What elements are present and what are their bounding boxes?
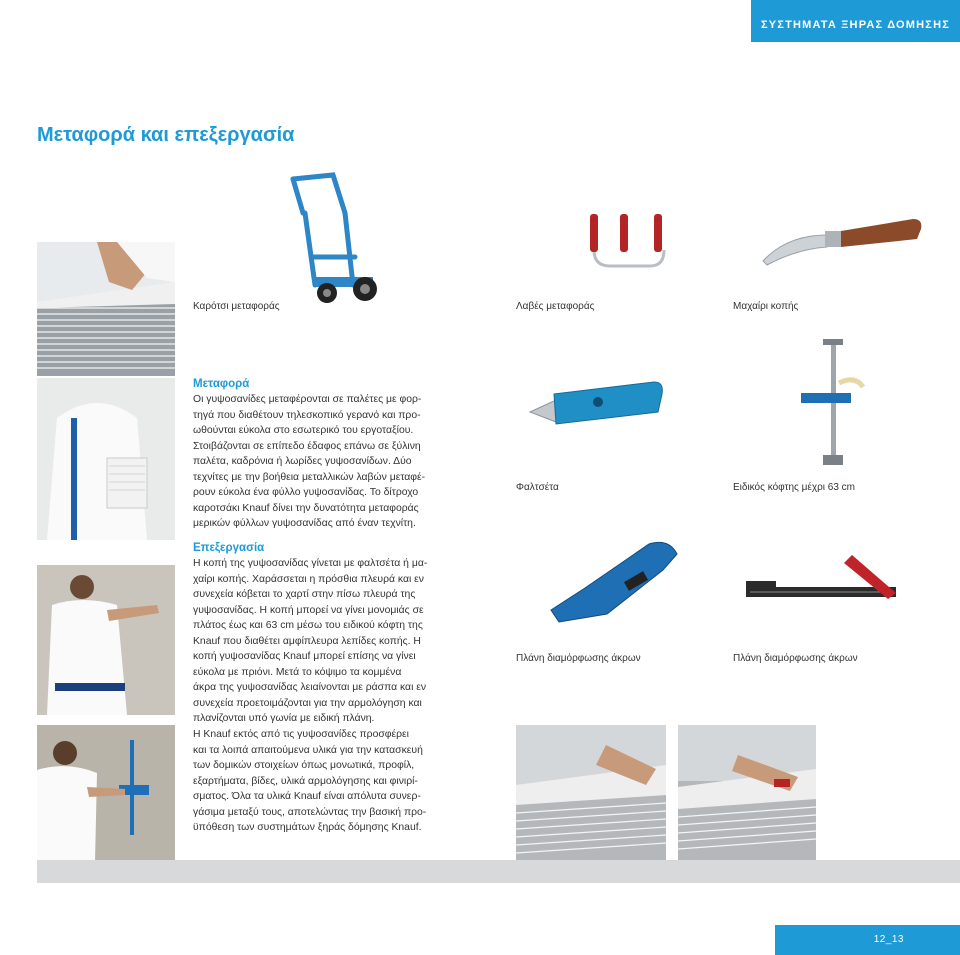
photo-planing-board-edge-2 bbox=[678, 725, 816, 862]
photo-worker-with-cart bbox=[37, 378, 175, 540]
page-title: Μεταφορά και επεξεργασία bbox=[37, 124, 295, 146]
header-band bbox=[751, 0, 960, 42]
section-label: ΣΥΣΤΗΜΑΤΑ ΞΗΡΑΣ ΔΟΜΗΣΗΣ bbox=[760, 19, 951, 31]
footer-blue-band bbox=[775, 925, 960, 955]
caption-edge-plane-2: Πλάνη διαμόρφωσης άκρων bbox=[733, 653, 858, 664]
caption-edge-plane-1: Πλάνη διαμόρφωσης άκρων bbox=[516, 653, 641, 664]
caption-special-cutter: Ειδικός κόφτης μέχρι 63 cm bbox=[733, 482, 855, 493]
section-transport bbox=[193, 377, 443, 532]
photo-worker-with-cutter bbox=[37, 725, 175, 862]
photo-transport-cart bbox=[283, 165, 388, 310]
photo-edge-plane-blue bbox=[545, 540, 687, 625]
caption-cart: Καρότσι μεταφοράς bbox=[193, 301, 280, 312]
photo-cutting-knife bbox=[757, 205, 925, 275]
caption-handles: Λαβές μεταφοράς bbox=[516, 301, 595, 312]
section-closing bbox=[193, 727, 443, 836]
photo-planing-board-edge-1 bbox=[516, 725, 666, 862]
caption-knife: Μαχαίρι κοπής bbox=[733, 301, 799, 312]
section-transport-heading: Μεταφορά bbox=[193, 378, 250, 390]
photo-workers-carrying-board bbox=[37, 242, 175, 376]
section-processing-heading: Επεξεργασία bbox=[193, 542, 265, 554]
page-numbers: 12_13 bbox=[873, 934, 904, 945]
photo-special-cutter bbox=[793, 335, 875, 470]
section-closing-body: Η Knauf εκτός από τις γυψοσανίδες προσφέρει και τα λοιπά απαιτούμενα υλικά για την κατασκευή των δομικών στοιχείων όπως μονωτικά, προφίλ, εξαρτήματα, βίδες, υλικά αρμολόγησης και φινιρί- σματος. Όλα τα υλικά Knauf είναι απόλυτα συνερ- γάσιμα μεταξύ τους, αποτελώντας την βασική προ- ϋπόθεση των συστημάτων ξηράς δόμησης Knauf. bbox=[193, 729, 427, 833]
caption-utility-knife: Φαλτσέτα bbox=[516, 482, 559, 493]
photo-carrying-handles bbox=[580, 210, 672, 272]
footer-gray-band bbox=[37, 860, 960, 883]
photo-edge-plane-rasp bbox=[740, 545, 908, 610]
section-transport-body: Οι γυψοσανίδες μεταφέρονται σε παλέτες με φορ- τηγά που διαθέτουν τηλεσκοπικό γερανό και προ- ωθούνται εύκολα στο εσωτερικό του εργοταξίου. Στοιβάζονται σε επίπεδο έδαφος επάνω σε ξύλινη παλέτα, καδρόνια ή λωρίδες γυψοσανίδων. Δύο τεχνίτες με την βοήθεια μεταλλικών λαβών μεταφέ- ρουν εύκολα ένα φύλλο γυψοσανίδας. Το δίτροχο καροτσάκι Knauf δίνει την δυνατότητα μεταφοράς μερικών φύλλων γυψοσανίδας από έναν τεχνίτη. bbox=[193, 394, 426, 529]
section-processing bbox=[193, 541, 443, 727]
photo-worker-scoring-board bbox=[37, 565, 175, 715]
section-processing-body: Η κοπή της γυψοσανίδας γίνεται με φαλτσέτα ή μα- χαίρι κοπής. Χαράσσεται η πρόσθια πλευρά και εν συνεχεία κόβεται το χαρτί στην πίσω πλευρά της γυψοσανίδας. Η κοπή μπορεί να γίνει μονομιάς σε πλάτος έως και 63 cm μέσω του ειδικού κόφτη της Knauf που διαθέτει αμφίπλευρα λεπίδες κοπής. Η κοπή γυψοσανίδας Knauf μπορεί επίσης να γίνει εύκολα με πριόνι. Μετά το κόψιμο τα κομμένα άκρα της γυψοσανίδας λειαίνονται με ράσπα και εν συνεχεία προετοιμάζονται για την αρμολόγηση και πλανίζονται υπό γωνία με ειδική πλάνη. bbox=[193, 558, 428, 724]
photo-utility-knife bbox=[526, 372, 666, 438]
